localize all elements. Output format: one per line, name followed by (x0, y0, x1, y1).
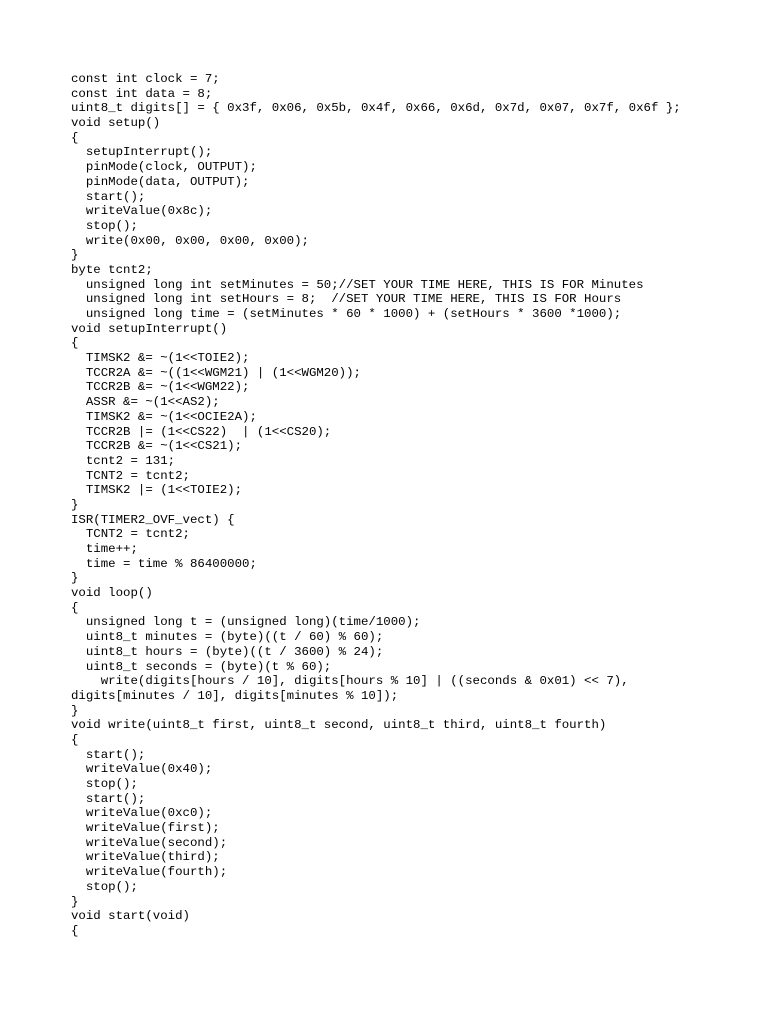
code-line: uint8_t minutes = (byte)((t / 60) % 60); (71, 630, 384, 645)
code-line: { (71, 600, 79, 615)
code-line: start(); (71, 747, 146, 762)
code-line: writeValue(second); (71, 835, 228, 850)
code-line: uint8_t seconds = (byte)(t % 60); (71, 659, 332, 674)
code-line: void write(uint8_t first, uint8_t second, uint8_t third, uint8_t fourth) (71, 718, 607, 733)
code-line: TCCR2B |= (1<<CS22) | (1<<CS20); (71, 424, 332, 439)
code-line: unsigned long int setHours = 8; //SET YOUR TIME HERE, THIS IS FOR Hours (71, 292, 622, 307)
code-line: start(); (71, 189, 146, 204)
code-line: stop(); (71, 777, 138, 791)
code-line: writeValue(first); (71, 821, 220, 836)
code-line: uint8_t hours = (byte)((t / 3600) % 24); (71, 644, 384, 659)
code-line: writeValue(third); (71, 850, 220, 865)
code-line: start(); (71, 791, 146, 806)
code-line: } (71, 571, 79, 586)
code-line: digits[minutes / 10], digits[minutes % 10]); (71, 688, 399, 703)
code-line: stop(); (71, 879, 138, 894)
code-line: pinMode(clock, OUTPUT); (71, 160, 257, 175)
code-line: unsigned long t = (unsigned long)(time/1000); (71, 615, 421, 630)
code-line: void setup() (71, 116, 161, 131)
code-line: write(0x00, 0x00, 0x00, 0x00); (71, 233, 309, 248)
code-line: byte tcnt2; (71, 262, 153, 277)
code-line: setupInterrupt(); (71, 145, 213, 160)
code-line: } (71, 248, 79, 263)
code-line: time = time % 86400000; (71, 556, 257, 571)
code-line: tcnt2 = 131; (71, 453, 176, 468)
code-line: } (71, 703, 79, 718)
code-line: ISR(TIMER2_OVF_vect) { (71, 512, 235, 527)
code-listing (71, 72, 681, 939)
code-line: unsigned long int setMinutes = 50;//SET YOUR TIME HERE, THIS IS FOR Minutes (71, 277, 644, 292)
code-line: TCCR2A &= ~((1<<WGM21) | (1<<WGM20)); (71, 365, 361, 380)
code-line: const int data = 8; (71, 86, 213, 101)
code-line: TCCR2B &= ~(1<<CS21); (71, 439, 243, 454)
code-line: } (71, 497, 79, 512)
code-line: void setupInterrupt() (71, 321, 228, 336)
code-line: writeValue(fourth); (71, 865, 228, 880)
code-line: void start(void) (71, 909, 190, 924)
code-line: void loop() (71, 586, 153, 601)
code-line: const int clock = 7; (71, 72, 220, 86)
code-line: { (71, 923, 79, 938)
code-line: { (71, 732, 79, 747)
code-line: uint8_t digits[] = { 0x3f, 0x06, 0x5b, 0x4f, 0x66, 0x6d, 0x7d, 0x07, 0x7f, 0x6f }; (71, 101, 681, 116)
code-line: { (71, 130, 79, 145)
code-line: pinMode(data, OUTPUT); (71, 174, 250, 189)
code-line: } (71, 894, 79, 909)
code-line: time++; (71, 542, 138, 556)
code-line: TIMSK2 &= ~(1<<OCIE2A); (71, 409, 257, 424)
code-line: writeValue(0x40); (71, 762, 213, 777)
code-line: TCNT2 = tcnt2; (71, 527, 190, 542)
code-line: TCCR2B &= ~(1<<WGM22); (71, 380, 250, 395)
code-line: TIMSK2 &= ~(1<<TOIE2); (71, 351, 250, 366)
code-line: writeValue(0xc0); (71, 806, 213, 821)
code-line: { (71, 336, 79, 351)
code-line: stop(); (71, 218, 138, 233)
code-line: TIMSK2 |= (1<<TOIE2); (71, 483, 243, 498)
code-line: unsigned long time = (setMinutes * 60 * 1000) + (setHours * 3600 *1000); (71, 307, 622, 321)
code-line: write(digits[hours / 10], digits[hours % 10] | ((seconds & 0x01) << 7), (71, 674, 629, 689)
code-line: ASSR &= ~(1<<AS2); (71, 395, 220, 410)
code-line: TCNT2 = tcnt2; (71, 468, 190, 483)
code-line: writeValue(0x8c); (71, 204, 213, 219)
